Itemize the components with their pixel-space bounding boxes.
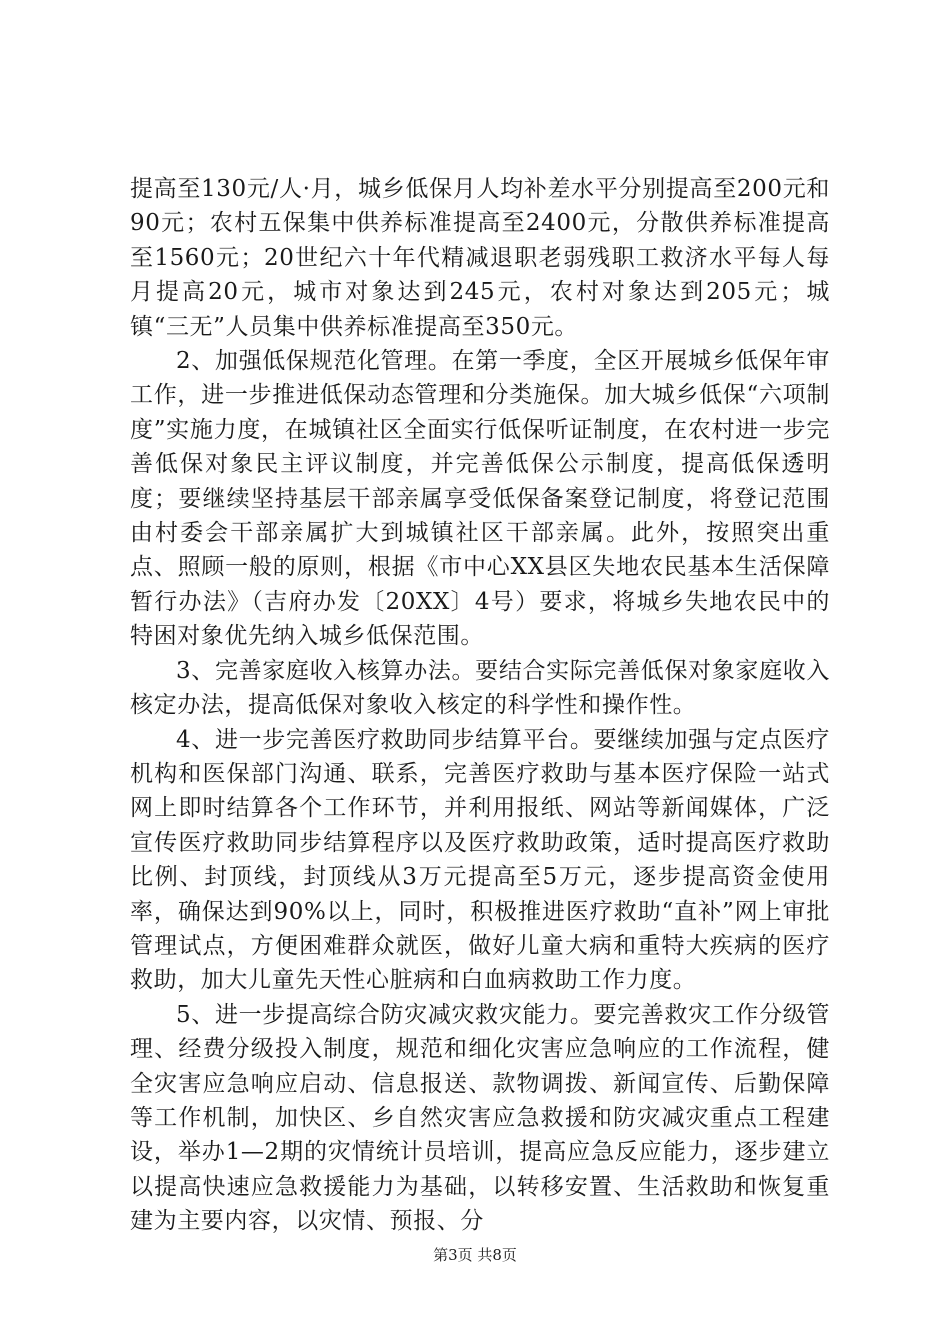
paragraph-continuation: 提高至130元/人·月，城乡低保月人均补差水平分别提高至200元和90元；农村五保集中供养标准提高至2400元，分散供养标准提高至1560元；20世纪六十年代精减退职老弱残职工救济水平每人每月提高20元，城市对象达到245元，农村对象达到205元；城镇“三无”人员集中供养标准提高至350元。 [130, 176, 830, 340]
paragraph-item-3: 3、完善家庭收入核算办法。要结合实际完善低保对象家庭收入核定办法，提高低保对象收入核定的科学性和操作性。 [130, 657, 830, 719]
document-body [130, 172, 830, 1239]
paragraph-item-2: 2、加强低保规范化管理。在第一季度，全区开展城乡低保年审工作，进一步推进低保动态管理和分类施保。加大城乡低保“六项制度”实施力度，在城镇社区全面实行低保听证制度，在农村进一步完善低保对象民主评议制度，并完善低保公示制度，提高低保透明度；要继续坚持基层干部亲属享受低保备案登记制度，将登记范围由村委会干部亲属扩大到城镇社区干部亲属。此外，按照突出重点、照顾一般的原则，根据《市中心XX县区失地农民基本生活保障暂行办法》（吉府办发〔20XX〕4号）要求，将城乡失地农民中的特困对象优先纳入城乡低保范围。 [130, 348, 830, 650]
paragraph-item-5: 5、进一步提高综合防灾减灾救灾能力。要完善救灾工作分级管理、经费分级投入制度，规范和细化灾害应急响应的工作流程，健全灾害应急响应启动、信息报送、款物调拨、新闻宣传、后勤保障等工作机制，加快区、乡自然灾害应急救援和防灾减灾重点工程建设，举办1—2期的灾情统计员培训，提高应急反应能力，逐步建立以提高快速应急救援能力为基础，以转移安置、生活救助和恢复重建为主要内容，以灾情、预报、分 [130, 1001, 830, 1235]
paragraph-item-4: 4、进一步完善医疗救助同步结算平台。要继续加强与定点医疗机构和医保部门沟通、联系，完善医疗救助与基本医疗保险一站式网上即时结算各个工作环节，并利用报纸、网站等新闻媒体，广泛宣传医疗救助同步结算程序以及医疗救助政策，适时提高医疗救助比例、封顶线，封顶线从3万元提高至5万元，逐步提高资金使用率，确保达到90%以上，同时，积极推进医疗救助“直补”网上审批管理试点，方便困难群众就医，做好儿童大病和重特大疾病的医疗救助，加大儿童先天性心脏病和白血病救助工作力度。 [130, 726, 830, 994]
page-number-footer: 第3页 共8页 [433, 1246, 517, 1264]
